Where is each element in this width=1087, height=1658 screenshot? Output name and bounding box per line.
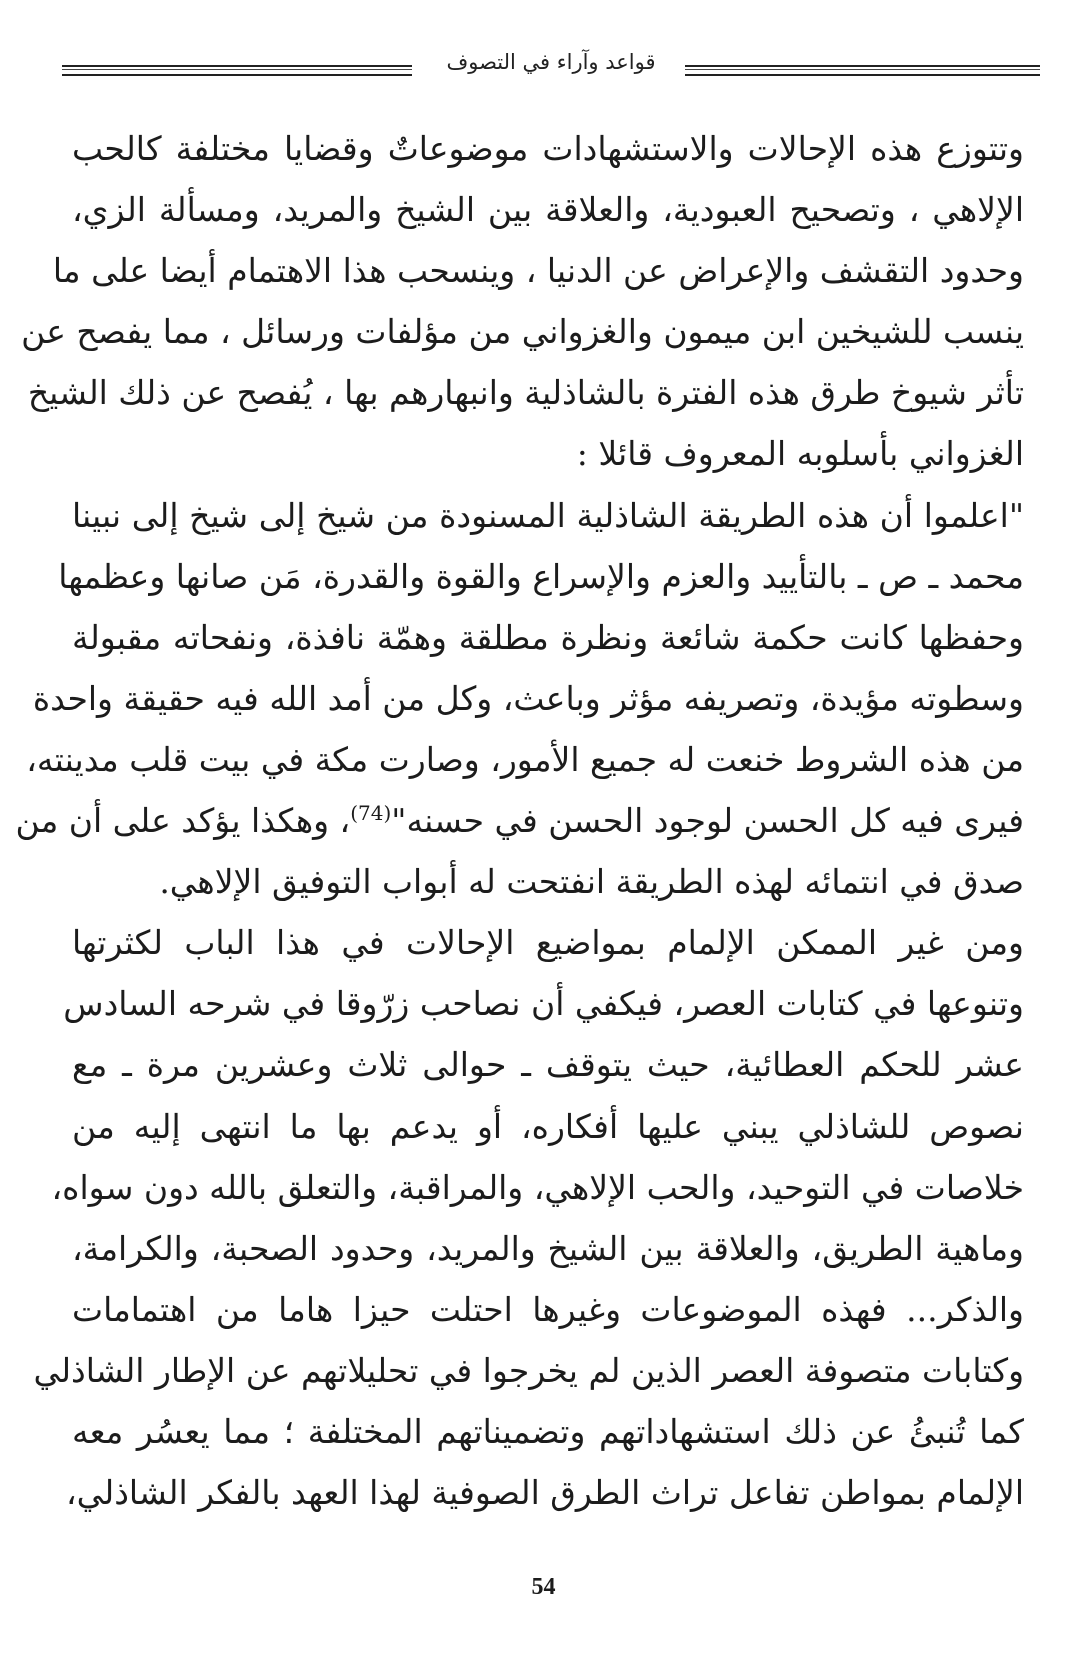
text-line: وحدود التقشف والإعراض عن الدنيا ، وينسحب هذا الاهتمام أيضا على ما: [52, 251, 1024, 291]
text-line: ومن غير الممكن الإلمام بمواضيع الإحالات في هذا الباب لكثرتها: [72, 923, 1024, 963]
running-header: [62, 44, 1040, 84]
text-line: وماهية الطريق، والعلاقة بين الشيخ والمريد، وحدود الصحبة، والكرامة،: [72, 1228, 1024, 1268]
header-title: قواعد وآراء في التصوف: [446, 50, 656, 74]
quote-line: وحفظها كانت حكمة شائعة ونظرة مطلقة وهمّة نافذة، ونفحاته مقبولة: [72, 617, 1024, 657]
text-line: وتنوعها في كتابات العصر، فيكفي أن نصاحب زرّوقا في شرحه السادس: [63, 984, 1024, 1024]
quote-line-with-footnote: [15, 790, 1024, 851]
quote-line: "اعلموا أن هذه الطريقة الشاذلية المسنودة من شيخ إلى شيخ إلى نبينا: [72, 495, 1024, 535]
text-line: ينسب للشيخين ابن ميمون والغزواني من مؤلفات ورسائل ، مما يفصح عن: [21, 312, 1024, 352]
text-line: وكتابات متصوفة العصر الذين لم يخرجوا في تحليلاتهم عن الإطار الشاذلي: [33, 1350, 1024, 1390]
text-line: نصوص للشاذلي يبني عليها أفكاره، أو يدعم بها ما انتهى إليه من: [72, 1106, 1024, 1146]
text-line: الإلمام بمواطن تفاعل تراث الطرق الصوفية لهذا العهد بالفكر الشاذلي،: [65, 1473, 1024, 1513]
text-line: تأثر شيوخ طرق هذه الفترة بالشاذلية وانبهارهم بها ، يُفصح عن ذلك الشيخ: [27, 373, 1024, 413]
quote-end-text: فيرى فيه كل الحسن لوجود الحسن في حسنه": [391, 801, 1024, 841]
quote-line: من هذه الشروط خنعت له جميع الأمور، وصارت مكة في بيت قلب مدينته،: [26, 739, 1024, 779]
text-line: وتتوزع هذه الإحالات والاستشهادات موضوعاتٌ وقضايا مختلفة كالحب: [72, 129, 1024, 168]
text-line: عشر للحكم العطائية، حيث يتوقف ـ حوالى ثلاث وعشرين مرة ـ مع: [72, 1045, 1024, 1085]
body-text: [15, 118, 1024, 1523]
line-continuation: ، وهكذا يؤكد على أن من: [15, 801, 351, 841]
header-rule-right: [685, 65, 1040, 76]
text-line: صدق في انتمائه لهذه الطريقة انفتحت له أبواب التوفيق الإلاهي.: [159, 862, 1024, 902]
text-line: خلاصات في التوحيد، والحب الإلاهي، والمراقبة، والتعلق بالله دون سواه،: [51, 1167, 1024, 1207]
text-line: الغزواني بأسلوبه المعروف قائلا :: [576, 434, 1024, 474]
quote-line: محمد ـ ص ـ بالتأييد والعزم والإسراع والقوة والقدرة، مَن صانها وعظمها: [58, 556, 1024, 596]
quote-line: وسطوته مؤيدة، وتصريفه مؤثر وباعث، وكل من أمد الله فيه حقيقة واحدة: [32, 678, 1024, 718]
page-number: 54: [531, 1574, 556, 1600]
text-line: الإلاهي ، وتصحيح العبودية، والعلاقة بين الشيخ والمريد، ومسألة الزي،: [72, 190, 1024, 230]
footnote-reference: (74): [350, 801, 392, 826]
header-rule-left: [62, 65, 412, 76]
text-line: كما تُنبئُ عن ذلك استشهاداتهم وتضميناتهم المختلفة ؛ مما يعسُر معه: [72, 1411, 1024, 1451]
text-line: والذكر... فهذه الموضوعات وغيرها احتلت حيزا هاما من اهتمامات: [72, 1289, 1024, 1329]
